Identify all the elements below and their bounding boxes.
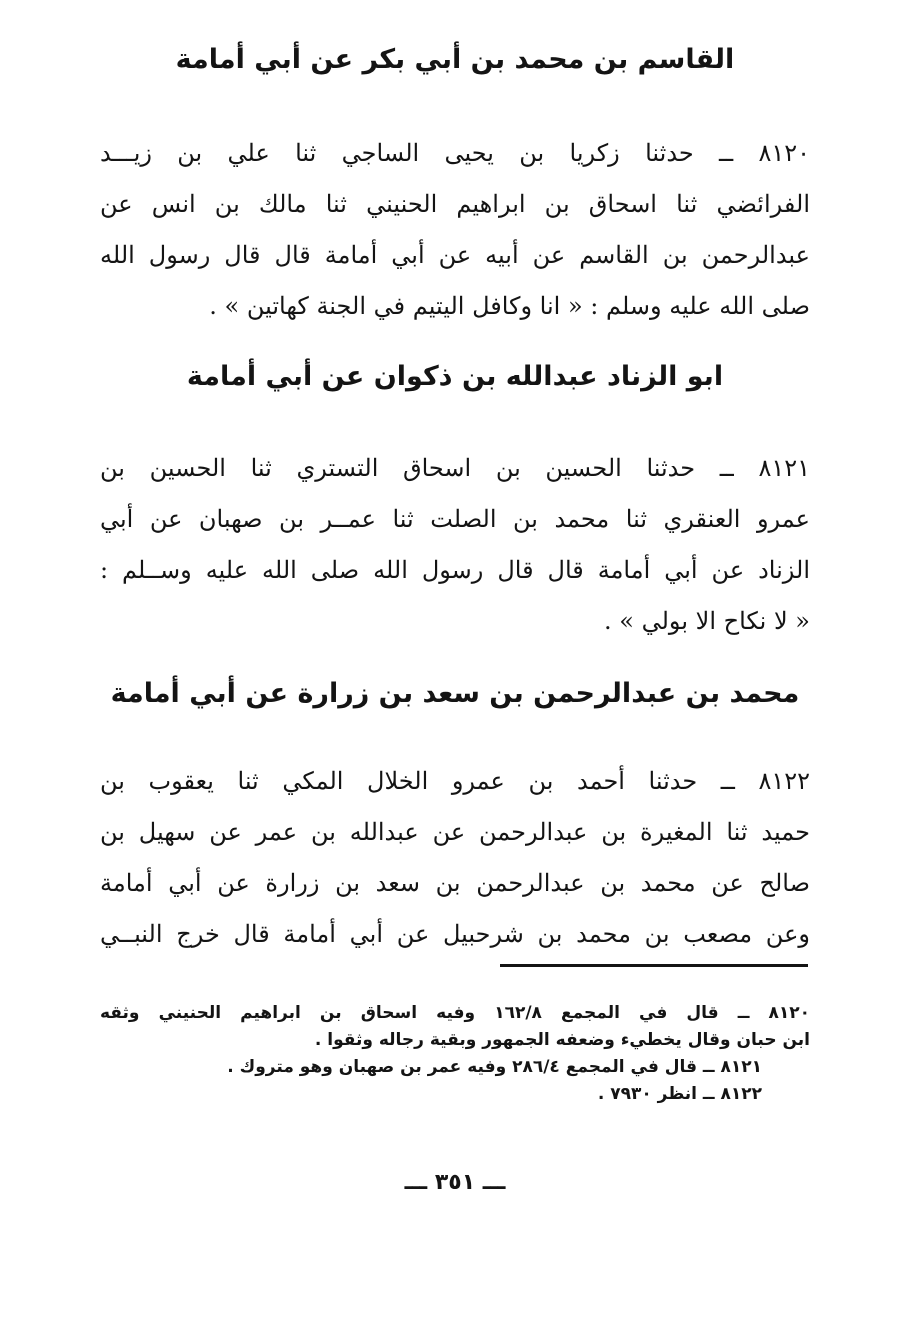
hadith-line: عمرو العنقري ثنا محمد بن الصلت ثنا عمــر بن صهبان عن أبي	[100, 505, 810, 533]
hadith-line: صالح عن محمد بن عبدالرحمن بن سعد بن زرارة عن أبي أمامة	[100, 869, 810, 897]
footnote-divider	[500, 964, 808, 967]
footnote-line: ابن حبان وقال يخطيء وضعفه الجمهور وبقية رجاله وثقوا .	[314, 1030, 810, 1050]
hadith-line: الفرائضي ثنا اسحاق بن ابراهيم الحنيني ثنا مالك بن انس عن	[100, 190, 810, 218]
hadith-line: ٨١٢١ ــ حدثنا الحسين بن اسحاق التستري ثنا الحسين بن	[100, 454, 810, 482]
hadith-line: عبدالرحمن بن القاسم عن أبيه عن أبي أمامة قال قال رسول الله	[100, 241, 810, 269]
hadith-8121	[100, 443, 810, 647]
page-number: ـــ ٣٥١ ـــ	[404, 1170, 506, 1195]
hadith-8120	[100, 128, 810, 332]
hadith-line: ٨١٢٠ ــ حدثنا زكريا بن يحيى الساجي ثنا علي بن زيـــد	[100, 139, 810, 167]
hadith-line: ٨١٢٢ ــ حدثنا أحمد بن عمرو الخلال المكي ثنا يعقوب بن	[100, 767, 810, 795]
section-heading-1: القاسم بن محمد بن أبي بكر عن أبي أمامة	[175, 44, 735, 75]
footnote-line: ٨١٢٢ ــ انظر ٧٩٣٠ .	[597, 1084, 762, 1104]
hadith-line: « لا نكاح الا بولي » .	[604, 607, 810, 635]
hadith-8122	[100, 756, 810, 960]
hadith-line: الزناد عن أبي أمامة قال قال رسول الله صلى الله عليه وســلم :	[100, 556, 810, 584]
section-heading-3: محمد بن عبدالرحمن بن سعد بن زرارة عن أبي أمامة	[110, 678, 800, 709]
section-heading-2: ابو الزناد عبدالله بن ذكوان عن أبي أمامة	[186, 361, 724, 392]
hadith-line: حميد ثنا المغيرة بن عبدالرحمن عن عبدالله بن عمر عن سهيل بن	[100, 818, 810, 846]
hadith-line: وعن مصعب بن محمد بن شرحبيل عن أبي أمامة قال خرج النبــي	[100, 920, 810, 948]
hadith-line: صلى الله عليه وسلم : « انا وكافل اليتيم في الجنة كهاتين » .	[209, 292, 810, 320]
footnotes	[100, 1000, 810, 1108]
footnote-line: ٨١٢٠ ــ قال في المجمع ١٦٢/٨ وفيه اسحاق بن ابراهيم الحنيني وثقه	[100, 1003, 810, 1023]
footnote-line: ٨١٢١ ــ قال في المجمع ٢٨٦/٤ وفيه عمر بن صهبان وهو متروك .	[227, 1057, 762, 1077]
